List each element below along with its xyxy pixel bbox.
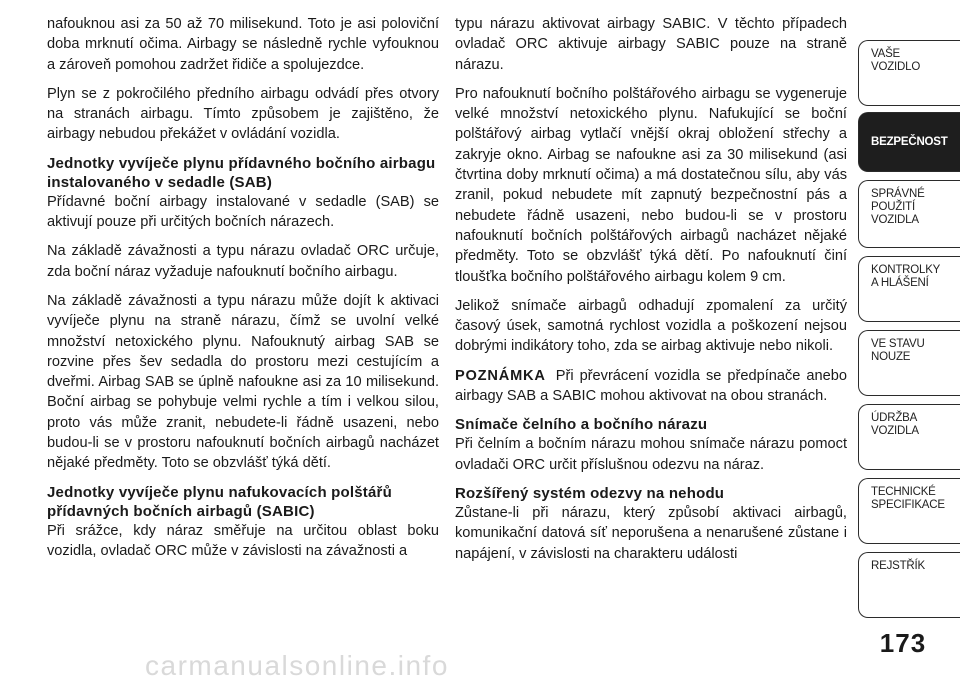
tab-technicke-specifikace[interactable] [858,478,960,544]
tab-label: SPRÁVNÉ POUŽITÍ VOZIDLA [871,188,925,226]
paragraph: nafouknou asi za 50 až 70 milisekund. Toto je asi poloviční doba mrknutí očima. Airbagy se následně rychle vyfouknou a zároveň pomohou zadržet řidiče a spolujezdce. [47,16,439,73]
paragraph: Pro nafouknutí bočního polštářového airbagu se vygeneruje velké množství netoxického plynu. Nafukující se boční polštářový airbag vytlačí vnější okraj obložení střechy a zakryje okno. Airbag se nafoukne asi za 30 milisekund (asi čtvrtina doby mrknutí očima) a má dostatečnou sílu, aby vás zranil, pokud nebudete mít zapnutý bezpečnostní pás a nebudete řádně usazeni, nebo budou-li se v prostoru nafouknutí bočních polštářových airbagů nacházet nějaké předměty. Toto se obzvlášť týká dětí. Po nafouknutí činí tloušťka bočního polštářového airbagu kolem 9 cm. [455,85,847,285]
tab-label: VAŠE VOZIDLO [871,48,921,73]
left-column [47,14,439,561]
section-heading-sabic: Jednotky vyvíječe plynu nafukovacích polštářů přídavných bočních airbagů (SABIC) [47,483,392,520]
paragraph: Při srážce, kdy náraz směřuje na určitou oblast boku vozidla, ovladač ORC může v závislosti na závažnosti a [47,522,439,559]
page-number: 173 [879,628,927,658]
note [455,366,847,407]
paragraph: Plyn se z pokročilého předního airbagu odvádí přes otvory na stranách airbagu. Tímto způsobem je zajištěno, že airbagy nebudou překážet v ovládání vozidla. [47,85,439,143]
section-heading-sab: Jednotky vyvíječe plynu přídavného bočního airbagu instalovaného v sedadle (SAB) [47,154,436,191]
section-heading-response: Rozšířený systém odezvy na nehodu [455,484,725,502]
paragraph: Přídavné boční airbagy instalované v sedadle (SAB) se aktivují pouze při určitých bočních nárazech. [47,193,439,231]
tab-spravne-pouziti-vozidla[interactable] [858,180,960,248]
tab-kontrolky-a-hlaseni[interactable] [858,256,960,322]
paragraph: Na základě závažnosti a typu nárazu může dojít k aktivaci vyvíječe plynu na straně nárazu, čímž se uvolní velké množství netoxického plynu. Nafouknutý airbag SAB se rozvine přes šev sedadla do prostoru mezi cestujícím a dveřmi. Airbag SAB se úplně nafoukne asi za 10 milisekund. Boční airbag se pohybuje velmi rychle a tím i velkou silou, proto vás může zranit, nebudete-li řádně usazeni, nebo budou-li se v prostoru nafouknutí bočních airbagů nacházet nějaké předměty. Toto se obzvlášť týká dětí. [47,292,439,472]
paragraph: typu nárazu aktivovat airbagy SABIC. V těchto případech ovladač ORC aktivuje airbagy SABIC pouze na straně nárazu. [455,16,847,73]
right-column [455,14,847,564]
tab-label: TECHNICKÉ SPECIFIKACE [871,486,945,511]
paragraph: Při čelním a bočním nárazu mohou snímače nárazu pomoct ovladači ORC určit příslušnou odezvu na náraz. [455,436,847,473]
paragraph: Na základě závažnosti a typu nárazu ovladač ORC určuje, zda boční náraz vyžaduje nafouknutí bočního airbagu. [47,243,439,280]
tab-label: BEZPEČNOST [871,135,948,148]
note-text: Při převrácení vozidla se předpínače anebo airbagy SAB a SABIC mohou aktivovat na obou stranách. [455,367,847,405]
watermark: carmanualsonline.info [145,650,449,681]
tab-label: ÚDRŽBA VOZIDLA [871,412,919,437]
tab-ve-stavu-nouze[interactable] [858,330,960,396]
tab-label: VE STAVU NOUZE [871,338,925,363]
tab-vase-vozidlo[interactable] [858,40,960,106]
tab-bezpecnost[interactable] [858,112,960,172]
tab-label: KONTROLKY A HLÁŠENÍ [871,264,941,289]
note-label: POZNÁMKA [455,367,546,384]
tab-udrzba-vozidla[interactable] [858,404,960,470]
tab-label: REJSTŘÍK [871,560,925,572]
chapter-tabs [858,0,960,678]
section-heading-sensors: Snímače čelního a bočního nárazu [455,416,708,434]
tab-rejstrik[interactable] [858,552,960,618]
paragraph: Jelikož snímače airbagů odhadují zpomalení za určitý časový úsek, samotná rychlost vozidla a poškození nejsou dobrými indikátory toho, zda se airbag aktivuje nebo nikoli. [455,297,847,355]
paragraph: Zůstane-li při nárazu, který způsobí aktivaci airbagů, komunikační datová síť neporušena a nenarušené zůstane i napájení, v závislosti na charakteru události [455,504,847,562]
